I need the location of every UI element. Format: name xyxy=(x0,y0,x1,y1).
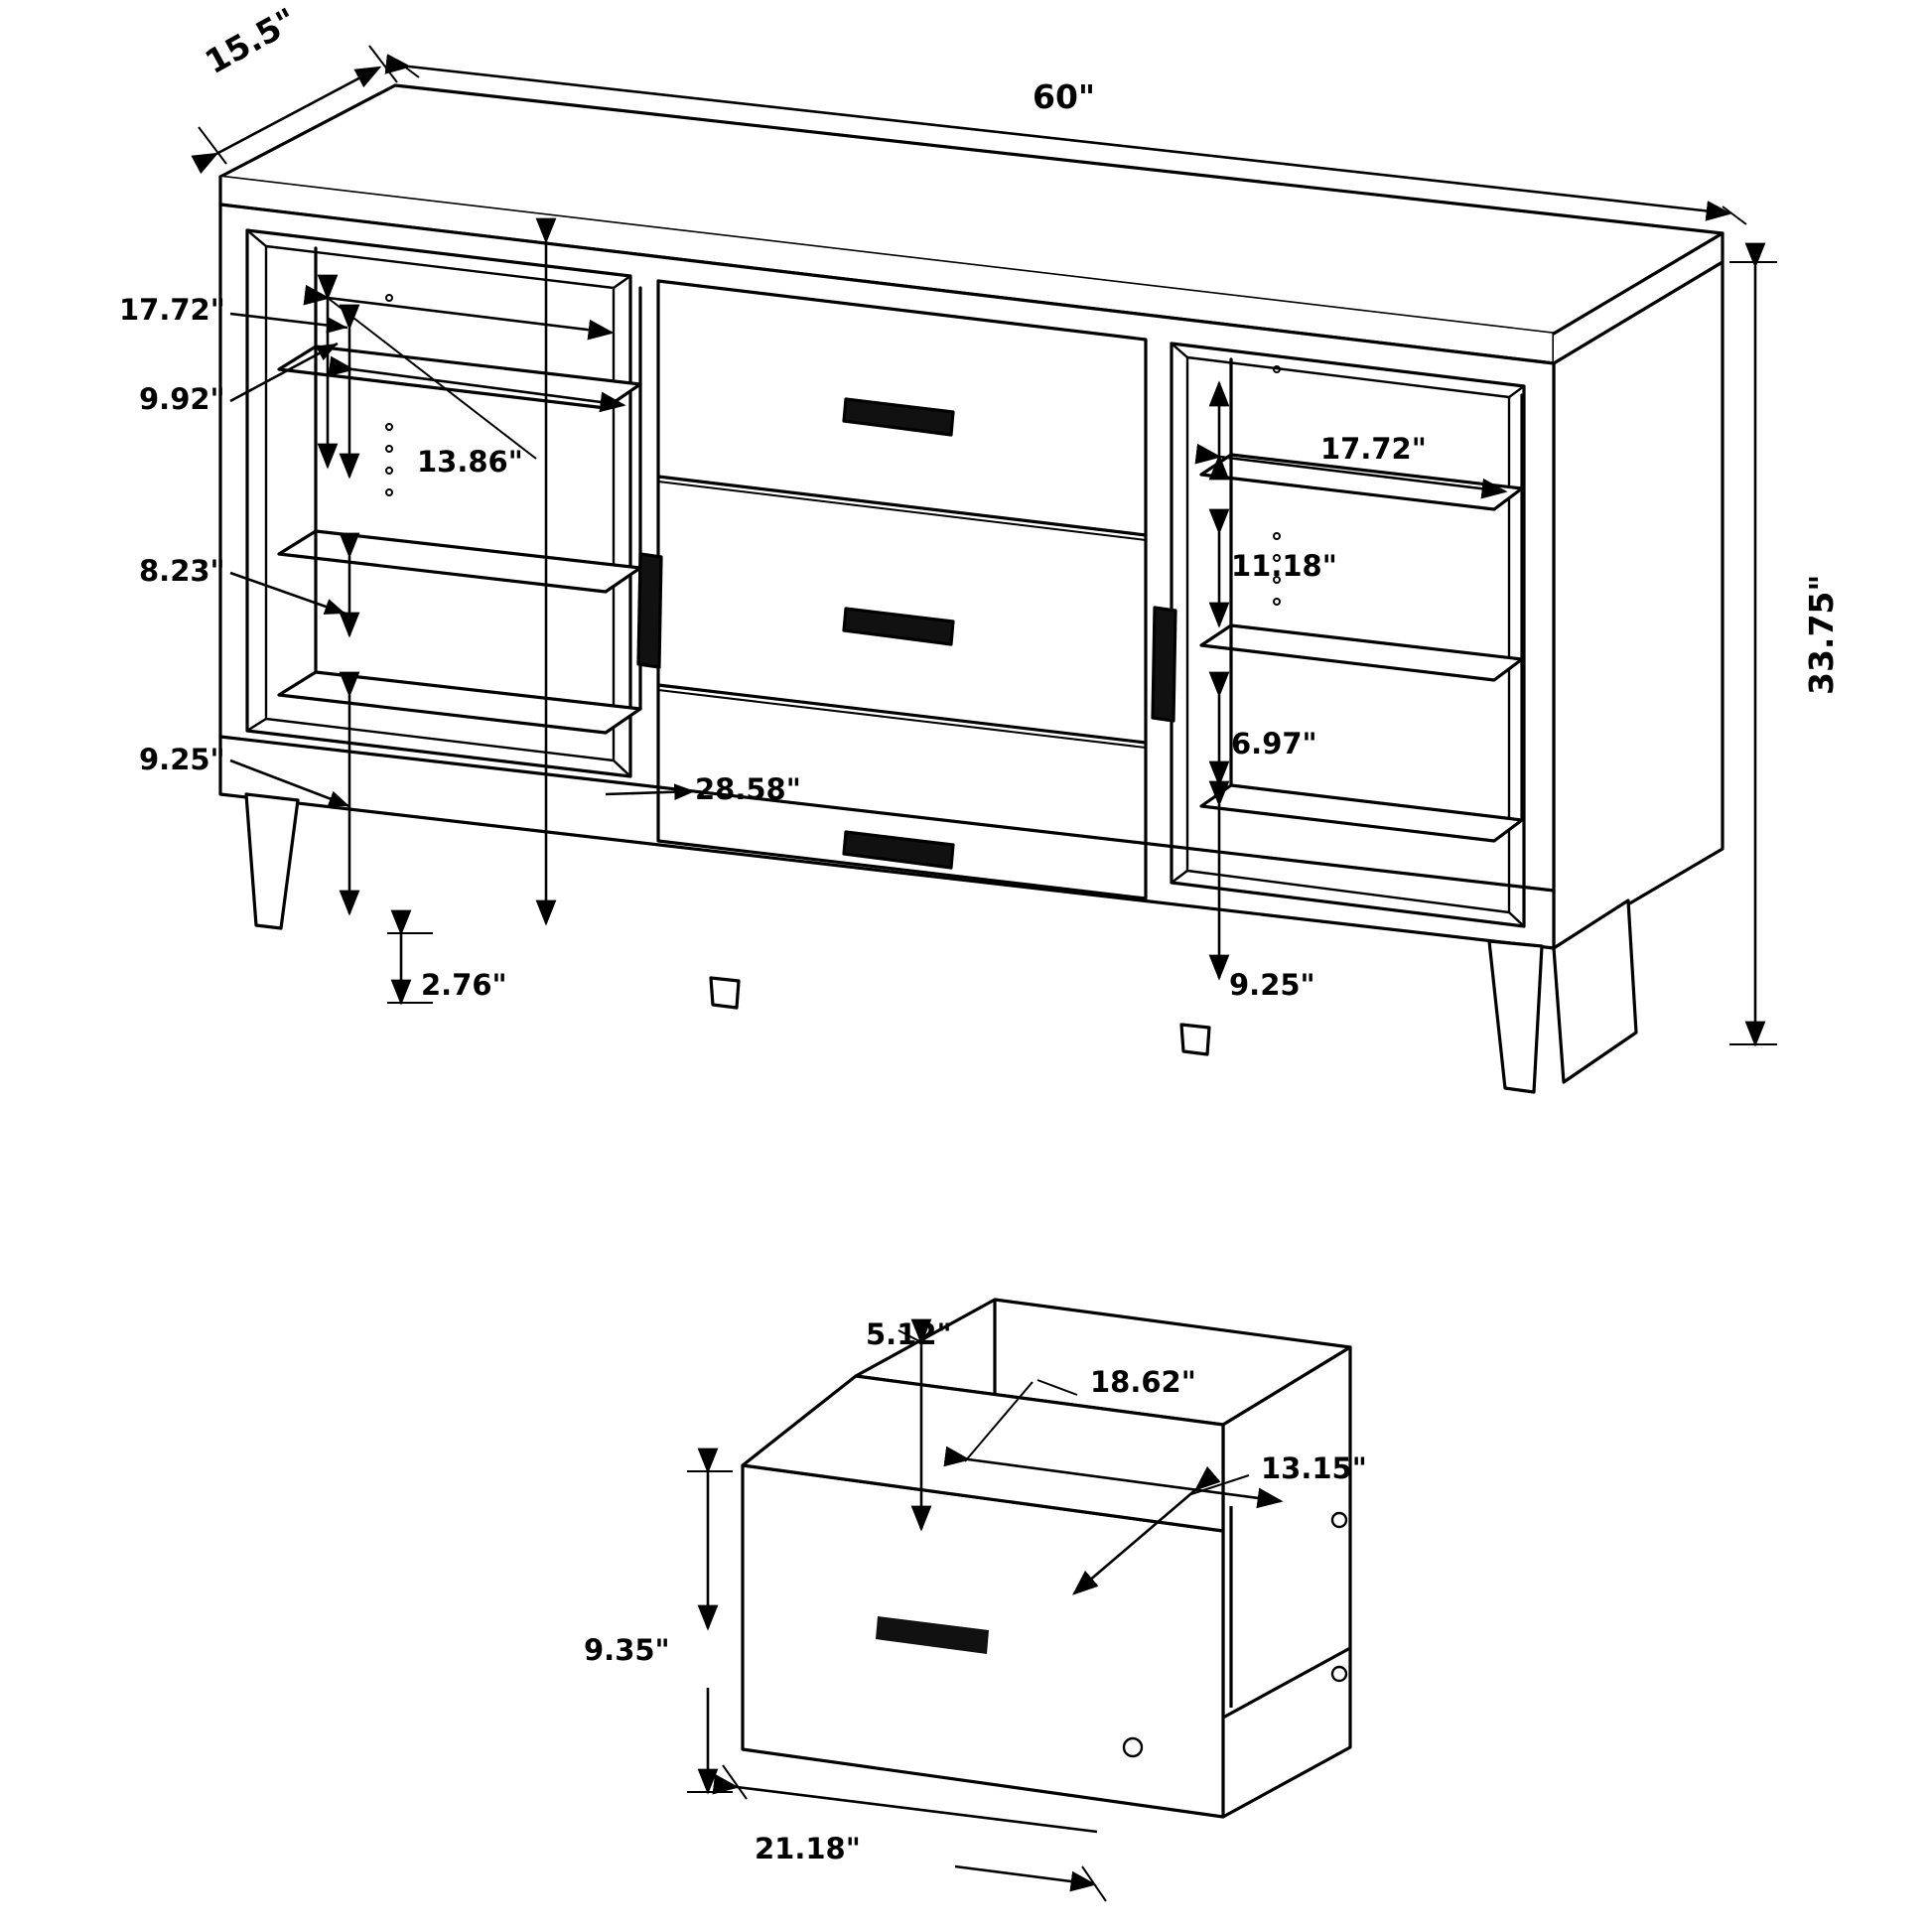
dim-drawer-13-15: 13.15" xyxy=(1261,1451,1367,1485)
drawer-detail xyxy=(743,1300,1350,1817)
dim-height-33-75: 33.75" xyxy=(1802,574,1841,695)
dim-right-17-72: 17.72" xyxy=(1320,432,1427,466)
dim-left-13-86: 13.86" xyxy=(417,445,523,479)
dim-door-28-58: 28.58" xyxy=(695,772,801,806)
cabinet-body xyxy=(220,85,1723,1092)
dim-left-9-25: 9.25" xyxy=(139,743,225,776)
dim-right-9-25: 9.25" xyxy=(1229,968,1315,1002)
dim-drawer-9-35: 9.35" xyxy=(584,1633,670,1667)
dim-drawer-18-62: 18.62" xyxy=(1090,1365,1196,1399)
dim-right-6-97: 6.97" xyxy=(1231,727,1317,760)
dim-drawer-21-18: 21.18" xyxy=(755,1832,861,1865)
dim-left-8-23: 8.23" xyxy=(139,554,225,588)
dim-left-9-92: 9.92" xyxy=(139,382,225,416)
dim-left-17-72: 17.72" xyxy=(119,293,225,327)
dim-drawer-5-12: 5.12" xyxy=(866,1317,952,1351)
dim-width-60: 60" xyxy=(1033,77,1096,116)
dim-depth-15-5: 15.5" xyxy=(199,0,304,82)
dim-right-11-18: 11.18" xyxy=(1231,549,1337,583)
dim-toe-2-76: 2.76" xyxy=(421,968,507,1002)
